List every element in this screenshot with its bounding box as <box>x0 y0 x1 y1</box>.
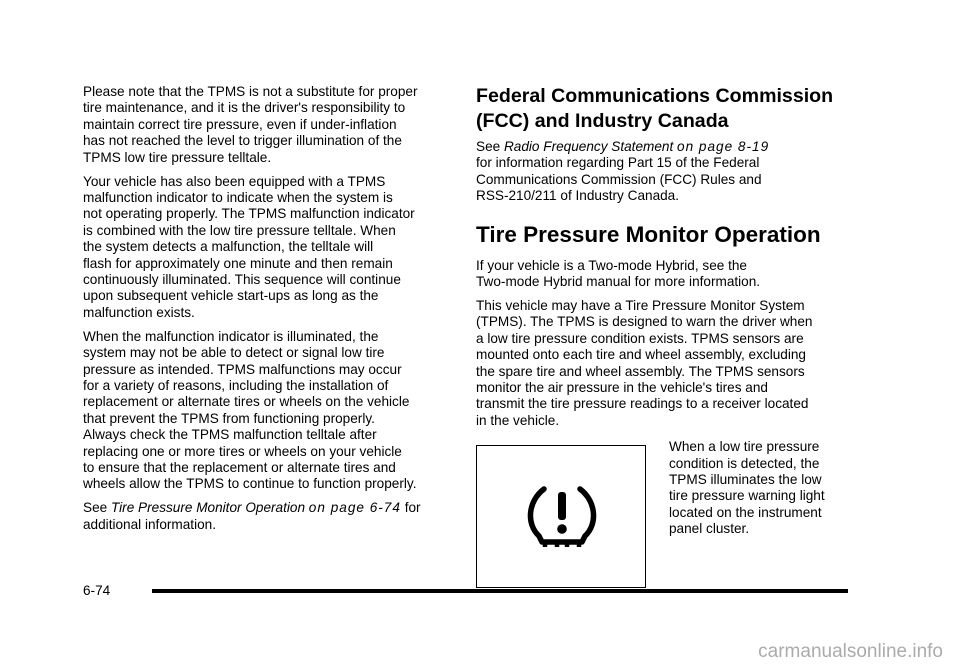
tpms-note-paragraph: Please note that the TPMS is not a substitute for proper tire maintenance, and it is the driver's responsibility to maintain correct tire pressure, even if under-inflation has not reached the level to trigger illumination of the TPMS low tire pressure telltale. <box>83 84 418 165</box>
fcc-paragraph: See Radio Frequency Statement on page 8-19 for information regarding Part 15 of the Federal Communications Commission (FCC) Rules and RSS-210/211 of Industry Canada. <box>476 139 770 204</box>
tpms-description-paragraph: This vehicle may have a Tire Pressure Monitor System (TPMS). The TPMS is designed to warn the driver when a low tire pressure condition exists. TPMS sensors are mounted onto each tire and wheel assembly, excluding the spare tire and wheel assembly. The TPMS sensors monitor the air pressure in the vehicle's tires and transmit the tire pressure readings to a receiver located in the vehicle. <box>476 297 813 428</box>
tpms-operation-heading: Tire Pressure Monitor Operation <box>476 221 821 247</box>
tpms-low-pressure-warning-icon <box>525 484 599 550</box>
warning-light-description: When a low tire pressure condition is detected, the TPMS illuminates the low tire pressure warning light located on the instrument panel cluster. <box>669 439 825 537</box>
tpms-operation-cross-reference-link[interactable]: Tire Pressure Monitor Operation on page 6-74 <box>110 500 401 516</box>
footer-rule <box>152 589 848 593</box>
radio-frequency-statement-link[interactable]: Radio Frequency Statement on page 8-19 <box>503 139 770 154</box>
see-also-paragraph: See Tire Pressure Monitor Operation on page 6-74 for additional information. <box>83 500 421 532</box>
malfunction-effects-paragraph: When the malfunction indicator is illuminated, the system may not be able to detect or signal low tire pressure as intended. TPMS malfunctions may occur for a variety of reasons, including the installation of replacement or alternate tires or wheels on the vehicle that prevent the TPMS from functioning properly. Always check the TPMS malfunction telltale after replacing one or more tires or wheels on your vehicle to ensure that the replacement or alternate tires and wheels allow the TPMS to continue to function properly. <box>83 328 417 492</box>
warning-light-section <box>476 439 848 589</box>
right-column <box>476 84 848 589</box>
malfunction-indicator-paragraph: Your vehicle has also been equipped with a TPMS malfunction indicator to indicate when the system is not operating properly. The TPMS malfunction indicator is combined with the low tire pressure telltale. When the system detects a malfunction, the telltale will flash for approximately one minute and then remain continuously illuminated. This sequence will continue upon subsequent vehicle start-ups as long as the malfunction exists. <box>83 173 415 320</box>
site-watermark: carmanualsonline.info <box>758 641 943 662</box>
page-number: 6-74 <box>83 583 111 598</box>
hybrid-note-paragraph: If your vehicle is a Two-mode Hybrid, see the Two-mode Hybrid manual for more information. <box>476 257 761 290</box>
left-column <box>83 84 453 541</box>
fcc-section-heading: Federal Communications Commission (FCC) and Industry Canada <box>476 85 834 132</box>
warning-light-figure <box>476 445 646 588</box>
